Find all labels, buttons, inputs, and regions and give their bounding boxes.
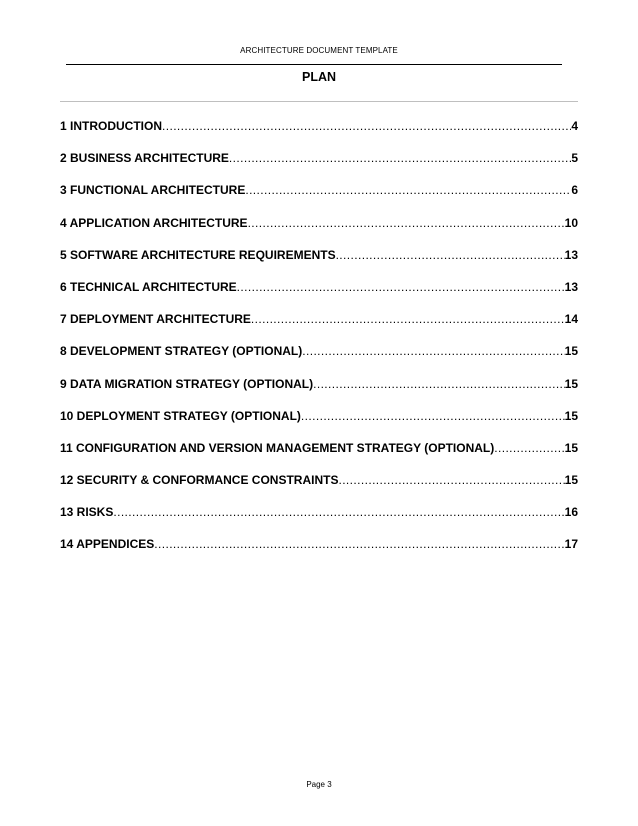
table-of-contents [60, 119, 578, 570]
toc-entry-security-conformance-constraints[interactable] [60, 473, 578, 493]
toc-dot-leader [113, 505, 564, 519]
toc-dot-leader [248, 216, 565, 230]
toc-entry-title: 6 TECHNICAL ARCHITECTURE [60, 279, 237, 294]
toc-dot-leader [302, 344, 564, 358]
toc-dot-leader [154, 537, 564, 551]
toc-entry-title: 13 RISKS [60, 505, 114, 520]
toc-entry-deployment-strategy[interactable] [60, 409, 578, 429]
toc-dot-leader [245, 183, 571, 197]
toc-entry-configuration-version-management[interactable] [60, 441, 578, 461]
toc-dot-leader [229, 151, 571, 165]
toc-entry-introduction[interactable] [60, 119, 578, 139]
toc-entry-software-architecture-requirements[interactable] [60, 248, 578, 268]
toc-entry-title: 14 APPENDICES [60, 537, 155, 552]
toc-entry-page: 13 [564, 279, 578, 294]
toc-dot-leader [313, 377, 565, 391]
toc-entry-technical-architecture[interactable] [60, 280, 578, 300]
toc-entry-page: 15 [564, 376, 578, 391]
toc-entry-business-architecture[interactable] [60, 151, 578, 171]
toc-entry-page: 15 [564, 344, 578, 359]
toc-dot-leader [301, 409, 565, 423]
toc-entry-title: 2 BUSINESS ARCHITECTURE [60, 151, 229, 166]
toc-dot-leader [251, 312, 565, 326]
toc-entry-title: 9 DATA MIGRATION STRATEGY (OPTIONAL) [60, 376, 314, 391]
running-header-title: ARCHITECTURE DOCUMENT TEMPLATE [240, 46, 398, 55]
toc-entry-risks[interactable] [60, 505, 578, 525]
toc-entry-page: 4 [571, 119, 578, 133]
toc-entry-title: 1 INTRODUCTION [60, 119, 162, 133]
toc-entry-title: 5 SOFTWARE ARCHITECTURE REQUIREMENTS [60, 247, 336, 262]
toc-entry-page: 15 [564, 440, 578, 455]
toc-entry-page: 6 [571, 183, 578, 198]
toc-entry-appendices[interactable] [60, 537, 578, 557]
toc-entry-title: 12 SECURITY & CONFORMANCE CONSTRAINTS [60, 473, 339, 488]
toc-entry-page: 17 [564, 537, 578, 552]
toc-dot-leader [338, 473, 564, 487]
toc-dot-leader [237, 280, 565, 294]
toc-entry-title: 11 CONFIGURATION AND VERSION MANAGEMENT STRATEGY (OPTIONAL) [60, 440, 495, 455]
heading-divider [60, 101, 578, 102]
toc-entry-page: 16 [564, 505, 578, 520]
toc-entry-development-strategy[interactable] [60, 344, 578, 364]
toc-entry-page: 5 [571, 151, 578, 166]
toc-dot-leader [494, 441, 564, 455]
toc-entry-page: 10 [564, 215, 578, 230]
toc-entry-page: 14 [564, 312, 578, 327]
toc-dot-leader [336, 248, 565, 262]
toc-entry-title: 10 DEPLOYMENT STRATEGY (OPTIONAL) [60, 408, 301, 423]
toc-entry-title: 4 APPLICATION ARCHITECTURE [60, 215, 248, 230]
toc-dot-leader [162, 119, 571, 133]
page-number-footer: Page 3 [306, 780, 332, 789]
toc-entry-page: 13 [564, 247, 578, 262]
toc-entry-title: 8 DEVELOPMENT STRATEGY (OPTIONAL) [60, 344, 303, 359]
toc-entry-data-migration-strategy[interactable] [60, 377, 578, 397]
toc-entry-application-architecture[interactable] [60, 216, 578, 236]
toc-entry-page: 15 [564, 408, 578, 423]
toc-entry-functional-architecture[interactable] [60, 183, 578, 203]
toc-entry-title: 7 DEPLOYMENT ARCHITECTURE [60, 312, 251, 327]
toc-entry-deployment-architecture[interactable] [60, 312, 578, 332]
toc-entry-page: 15 [564, 473, 578, 488]
toc-entry-title: 3 FUNCTIONAL ARCHITECTURE [60, 183, 246, 198]
page-heading: PLAN [301, 70, 337, 84]
header-divider [66, 64, 562, 65]
